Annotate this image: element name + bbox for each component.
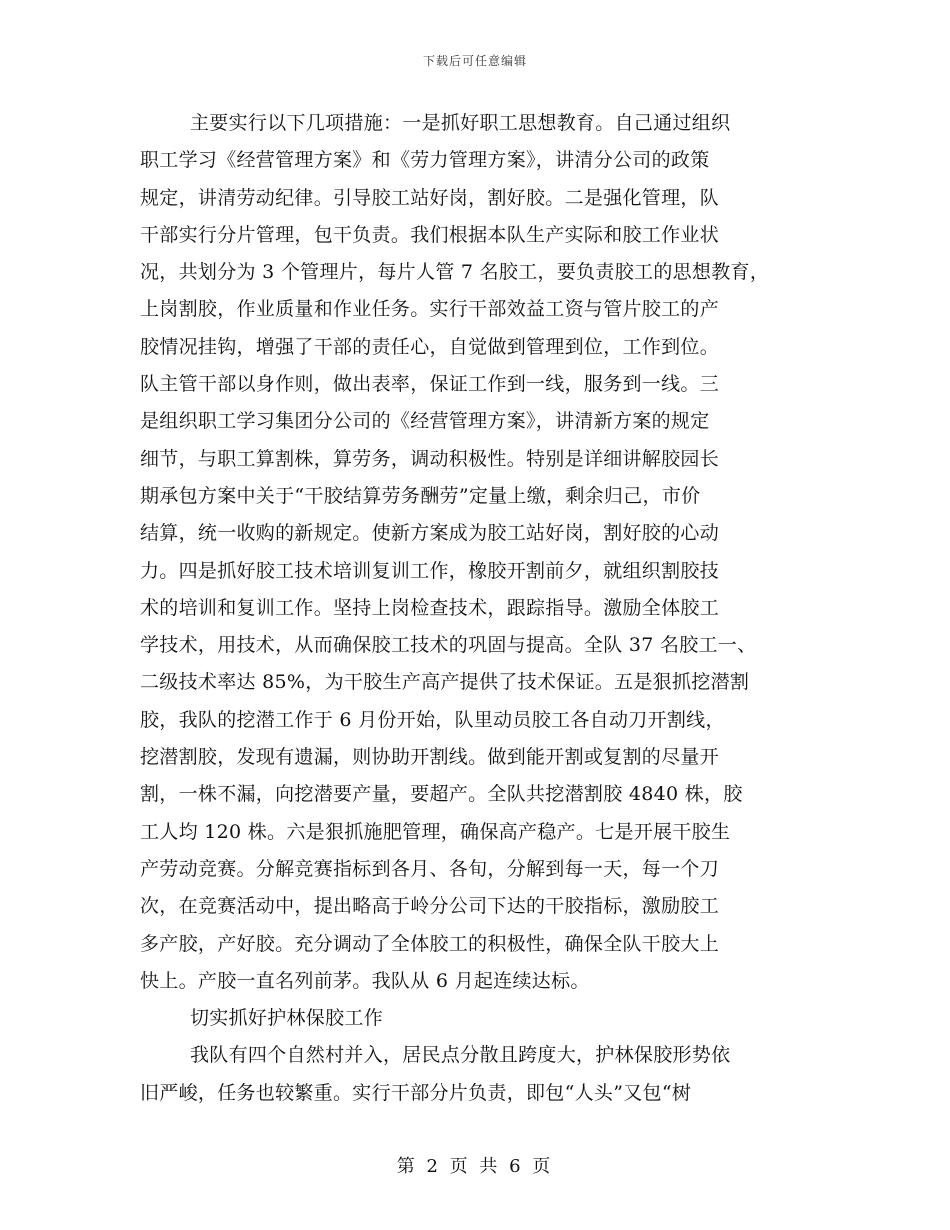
paragraph-line: 胶，我队的挖潜工作于 6 月份开始，队里动员胶工各自动刀开割线， [140, 708, 725, 731]
section-heading: 切实抓好护林保胶工作 [190, 1007, 384, 1030]
document-body [140, 105, 820, 1112]
paragraph-line: 职工学习《经营管理方案》和《劳力管理方案》，讲清分公司的政策 [140, 149, 710, 172]
paragraph-line: 我队有四个自然村并入，居民点分散且跨度大，护林保胶形势依 [190, 1044, 731, 1067]
paragraph-line: 队主管干部以身作则，做出表率，保证工作到一线，服务到一线。三 [140, 373, 720, 396]
paragraph-line: 快上。产胶一直名列前茅。我队从 6 月起连续达标。 [140, 969, 590, 992]
paragraph-line: 规定，讲清劳动纪律。引导胶工站好岗，割好胶。二是强化管理，队 [140, 186, 720, 209]
page-number: 第 2 页 共 6 页 [396, 1156, 554, 1177]
paragraph-line: 学技术，用技术，从而确保胶工技术的巩固与提高。全队 37 名胶工一、 [140, 634, 757, 657]
paragraph-line: 结算，统一收购的新规定。使新方案成为胶工站好岗，割好胶的心动 [140, 522, 720, 545]
paragraph-line: 胶情况挂钩，增强了干部的责任心，自觉做到管理到位，工作到位。 [140, 335, 720, 358]
paragraph-line: 产劳动竞赛。分解竞赛指标到各月、各旬，分解到每一天，每一个刀 [140, 857, 720, 880]
paragraph-line: 次，在竞赛活动中，提出略高于岭分公司下达的干胶指标，激励胶工 [140, 895, 720, 918]
paragraph-line: 主要实行以下几项措施：一是抓好职工思想教育。自己通过组织 [190, 112, 731, 134]
paragraph-line: 是组织职工学习集团分公司的《经营管理方案》，讲清新方案的规定 [140, 410, 710, 433]
paragraph-line: 二级技术率达 85%，为干胶生产高产提供了技术保证。五是狠抓挖潜割 [140, 671, 750, 694]
paragraph-line: 工人均 120 株。六是狠抓施肥管理，确保高产稳产。七是开展干胶生 [140, 820, 731, 843]
paragraph-line: 割，一株不漏，向挖潜要产量，要超产。全队共挖潜割胶 4840 株，胶 [140, 783, 743, 806]
paragraph-line: 力。四是抓好胶工技术培训复训工作，橡胶开割前夕，就组织割胶技 [140, 559, 720, 582]
paragraph-line: 况，共划分为 3 个管理片，每片人管 7 名胶工，要负责胶工的思想教育， [140, 261, 770, 284]
paragraph-line: 期承包方案中关于“干胶结算劳务酬劳”定量上缴，剩余归己，市价 [140, 484, 701, 507]
paragraph-line: 干部实行分片管理，包干负责。我们根据本队生产实际和胶工作业状 [140, 223, 720, 246]
paragraph-line: 多产胶，产好胶。充分调动了全体胶工的积极性，确保全队干胶大上 [140, 932, 720, 955]
page-header: 下载后可任意编辑 [422, 54, 527, 68]
paragraph-line: 术的培训和复训工作。坚持上岗检查技术，跟踪指导。激励全体胶工 [140, 596, 720, 619]
paragraph-line: 旧严峻，任务也较繁重。实行干部分片负责，即包“人头”又包“树 [140, 1081, 692, 1104]
paragraph-line: 挖潜割胶，发现有遗漏，则协助开割线。做到能开割或复割的尽量开 [140, 746, 720, 769]
paragraph-line: 上岗割胶，作业质量和作业任务。实行干部效益工资与管片胶工的产 [140, 298, 720, 321]
paragraph-line: 细节，与职工算割株，算劳务，调动积极性。特别是详细讲解胶园长 [140, 447, 720, 470]
